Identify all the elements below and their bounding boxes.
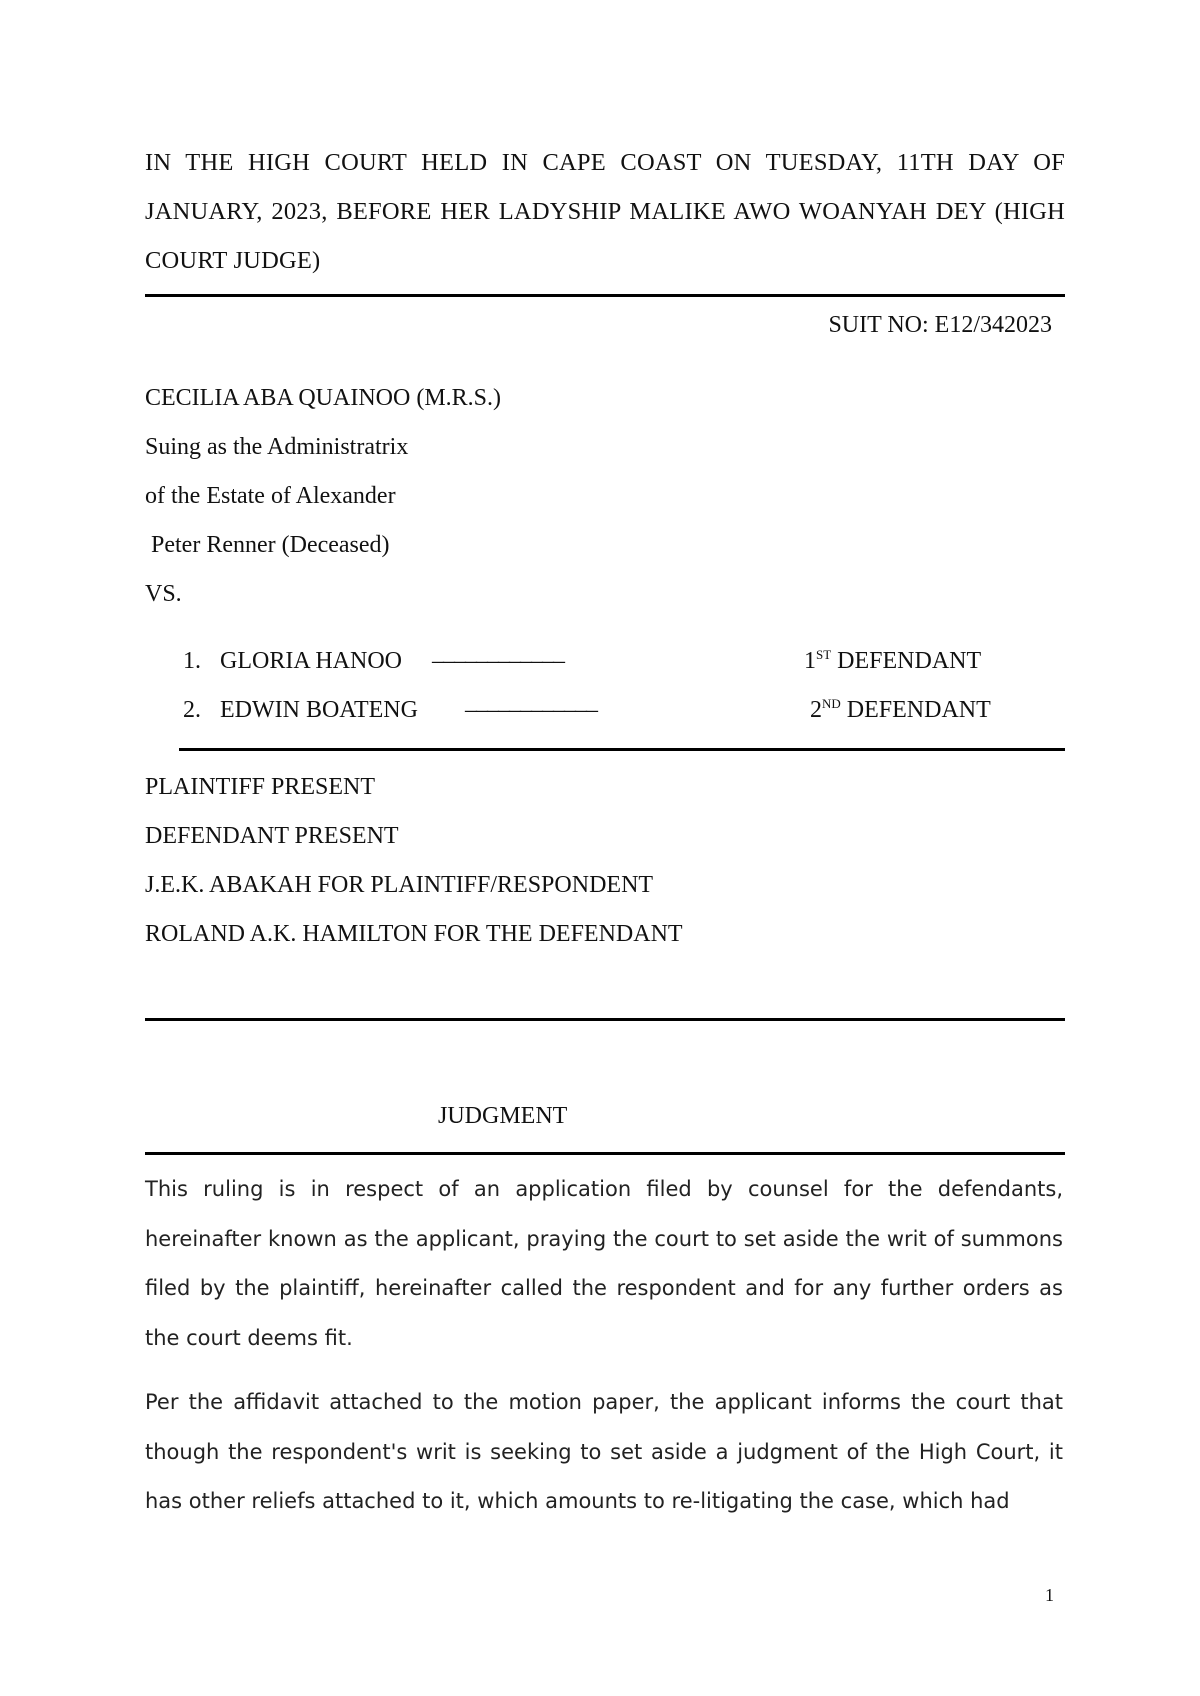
defendant-1-ordinal-suffix: ST: [816, 647, 832, 662]
court-heading: IN THE HIGH COURT HELD IN CAPE COAST ON TUESDAY, 11TH DAY OF JANUARY, 2023, BEFORE HER LADYSHIP MALIKE AWO WOANYAH DEY (HIGH COURT JUDGE): [145, 149, 1065, 274]
appearances-divider: [145, 1018, 1065, 1021]
defendant-1-dashes: ––––––––––––: [432, 648, 564, 674]
defendant-2-role-label: DEFENDANT: [846, 697, 991, 723]
counsel-plaintiff: J.E.K. ABAKAH FOR PLAINTIFF/RESPONDENT: [145, 872, 654, 898]
plaintiff-capacity-line-3: Peter Renner (Deceased): [145, 532, 390, 558]
body-paragraph-2: Per the affidavit attached to the motion paper, the applicant informs the court that though the respondent's writ is seeking to set aside a judgment of the High Court, it has other reliefs attached to it, which amounts to re-litigating the case, which had: [145, 1390, 1063, 1513]
appearance-defendant: DEFENDANT PRESENT: [145, 823, 399, 849]
versus-label: VS.: [145, 581, 182, 607]
appearance-plaintiff: PLAINTIFF PRESENT: [145, 774, 376, 800]
defendant-2-name: EDWIN BOATENG: [220, 697, 418, 723]
defendant-2-number: 2.: [183, 697, 201, 723]
defendant-1-ordinal: 1: [804, 648, 816, 674]
suit-number: SUIT NO: E12/342023: [828, 312, 1052, 338]
page-number: 1: [1045, 1585, 1054, 1605]
defendant-2-ordinal: 2: [810, 697, 822, 723]
counsel-defendant: ROLAND A.K. HAMILTON FOR THE DEFENDANT: [145, 921, 683, 947]
plaintiff-capacity-line-1: Suing as the Administratrix: [145, 434, 409, 460]
defendant-2-role: [810, 695, 991, 725]
heading-divider: [145, 294, 1065, 297]
defendant-2-ordinal-suffix: ND: [822, 696, 841, 711]
judgment-title: JUDGMENT: [438, 1103, 568, 1129]
defendant-1-name: GLORIA HANOO: [220, 648, 402, 674]
defendant-2-dashes: ––––––––––––: [465, 697, 597, 723]
parties-divider: [179, 748, 1065, 751]
defendant-1-role-label: DEFENDANT: [837, 648, 982, 674]
body-paragraph-1: This ruling is in respect of an application filed by counsel for the defendants, hereinafter known as the applicant, praying the court to set aside the writ of summons filed by the plaintiff, hereinafter called the respondent and for any further orders as the court deems fit.: [145, 1177, 1063, 1350]
defendant-1-role: [804, 646, 981, 676]
defendant-1-number: 1.: [183, 648, 201, 674]
plaintiff-name: CECILIA ABA QUAINOO (M.R.S.): [145, 385, 502, 411]
plaintiff-capacity-line-2: of the Estate of Alexander: [145, 483, 396, 509]
judgment-title-divider: [145, 1152, 1065, 1155]
